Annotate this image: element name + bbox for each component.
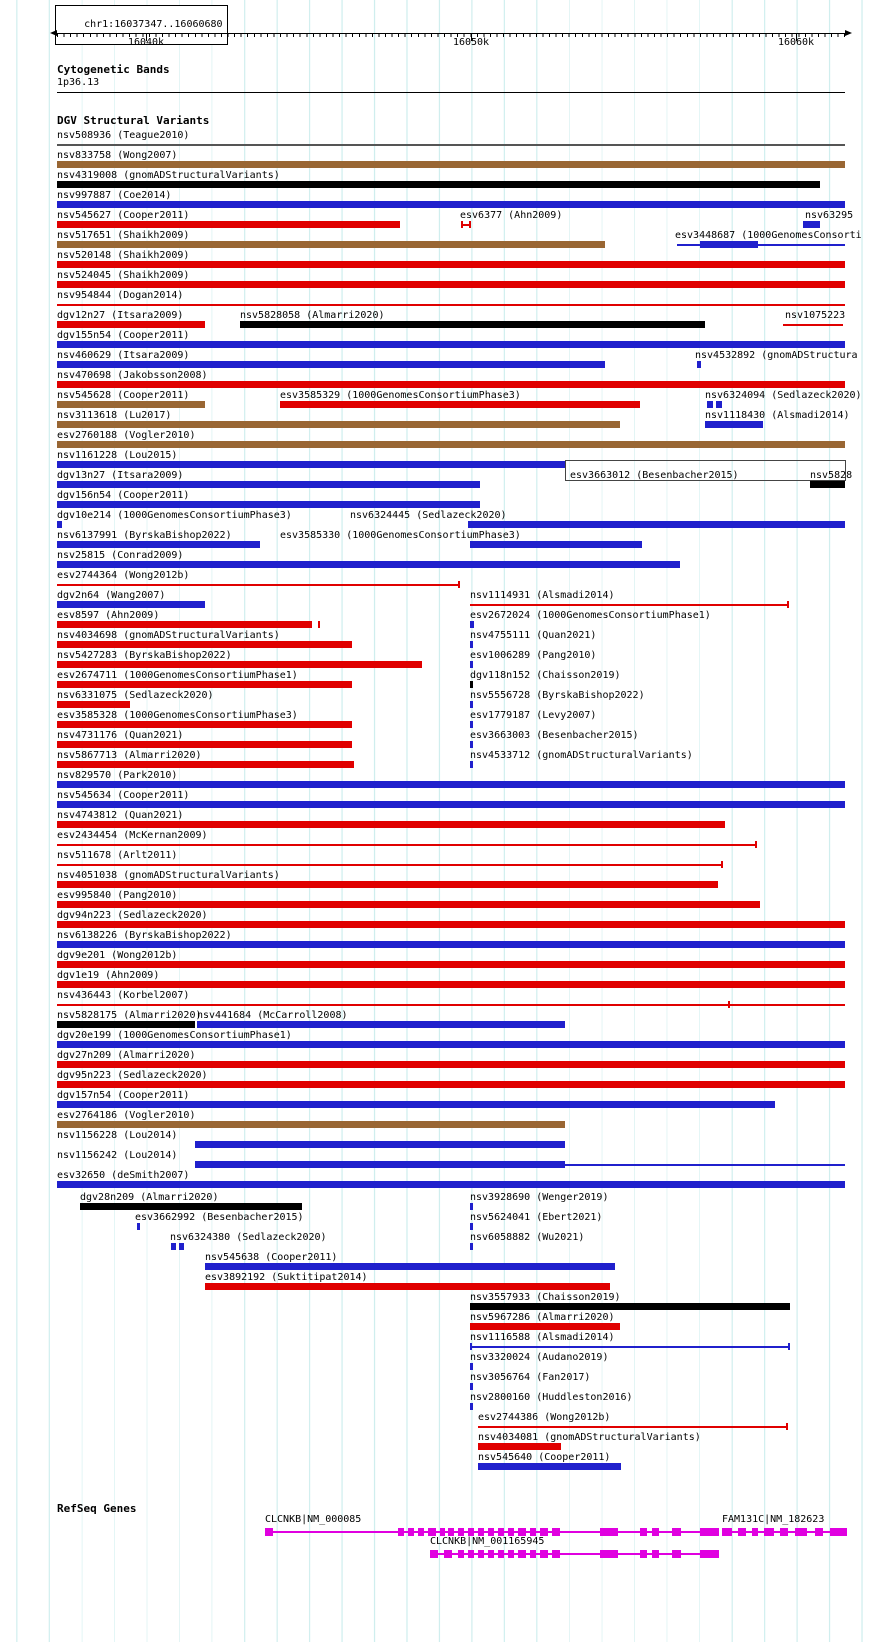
variant-label: nsv25815 (Conrad2009) xyxy=(57,550,184,561)
variant-label: nsv470698 (Jakobsson2008) xyxy=(57,370,208,381)
variant-bar[interactable] xyxy=(57,921,845,928)
variant-bar[interactable] xyxy=(470,1346,790,1348)
variant-label: esv3448687 (1000GenomesConsorti xyxy=(675,230,862,241)
variant-label: nsv1118430 (Alsmadi2014) xyxy=(705,410,850,421)
gene-exon[interactable] xyxy=(444,1550,452,1558)
variant-label: esv2672024 (1000GenomesConsortiumPhase1) xyxy=(470,610,711,621)
variant-label: nsv545640 (Cooper2011) xyxy=(478,1452,611,1463)
variant-label: esv1779187 (Levy2007) xyxy=(470,710,597,721)
variant-bar[interactable] xyxy=(179,1243,184,1250)
variant-label: esv3662992 (Besenbacher2015) xyxy=(135,1212,304,1223)
variant-bar[interactable] xyxy=(788,1343,790,1350)
variant-bar[interactable] xyxy=(57,1101,775,1108)
gene-exon[interactable] xyxy=(265,1528,273,1536)
variant-label: nsv2800160 (Huddleston2016) xyxy=(470,1392,633,1403)
variant-label: nsv63295 xyxy=(805,210,854,221)
variant-label: esv2744364 (Wong2012b) xyxy=(57,570,190,581)
variant-label: nsv545628 (Cooper2011) xyxy=(57,390,190,401)
variant-bar[interactable] xyxy=(470,604,788,606)
gene-exon[interactable] xyxy=(518,1528,526,1536)
gene-exon[interactable] xyxy=(488,1528,494,1536)
variant-bar[interactable] xyxy=(57,941,845,948)
variant-label: nsv524045 (Shaikh2009) xyxy=(57,270,190,281)
gene-exon[interactable] xyxy=(508,1528,514,1536)
variant-bar[interactable] xyxy=(57,1021,195,1028)
variant-label: nsv3320024 (Audano2019) xyxy=(470,1352,609,1363)
variant-bar[interactable] xyxy=(57,681,352,688)
variant-label: nsv3557933 (Chaisson2019) xyxy=(470,1292,621,1303)
variant-bar[interactable] xyxy=(57,781,845,788)
variant-label: nsv4731176 (Quan2021) xyxy=(57,730,184,741)
variant-label: nsv517651 (Shaikh2009) xyxy=(57,230,190,241)
variant-bar[interactable] xyxy=(57,144,845,146)
variant-label: dgv12n27 (Itsara2009) xyxy=(57,310,184,321)
variant-label: dgv2n64 (Wang2007) xyxy=(57,590,166,601)
variant-label: esv2764186 (Vogler2010) xyxy=(57,1110,196,1121)
cytoband-label: 1p36.13 xyxy=(57,77,100,88)
variant-bar[interactable] xyxy=(470,741,473,748)
variant-label: nsv1114931 (Alsmadi2014) xyxy=(470,590,615,601)
variant-label: dgv1e19 (Ahn2009) xyxy=(57,970,160,981)
variant-bar[interactable] xyxy=(57,641,352,648)
variant-label: nsv1116588 (Alsmadi2014) xyxy=(470,1332,615,1343)
variant-label: nsv5967286 (Almarri2020) xyxy=(470,1312,615,1323)
variant-label: nsv5556728 (ByrskaBishop2022) xyxy=(470,690,645,701)
variant-label: dgv156n54 (Cooper2011) xyxy=(57,490,190,501)
variant-label: dgv28n209 (Almarri2020) xyxy=(80,1192,219,1203)
gene-exon[interactable] xyxy=(815,1528,823,1536)
variant-bar[interactable] xyxy=(57,341,845,348)
gene-exon[interactable] xyxy=(600,1528,618,1536)
variant-label: nsv5867713 (Almarri2020) xyxy=(57,750,202,761)
variant-label: dgv95n223 (Sedlazeck2020) xyxy=(57,1070,208,1081)
variant-bar[interactable] xyxy=(80,1203,302,1210)
gene-exon[interactable] xyxy=(640,1528,647,1536)
gene-exon[interactable] xyxy=(552,1528,560,1536)
gene-exon[interactable] xyxy=(738,1528,746,1536)
gene-exon[interactable] xyxy=(795,1528,807,1536)
variant-label: dgv155n54 (Cooper2011) xyxy=(57,330,190,341)
variant-label: dgv118n152 (Chaisson2019) xyxy=(470,670,621,681)
variant-label: nsv833758 (Wong2007) xyxy=(57,150,178,161)
variant-label: nsv1156228 (Lou2014) xyxy=(57,1130,178,1141)
variant-bar[interactable] xyxy=(697,361,701,368)
variant-bar[interactable] xyxy=(57,1181,845,1188)
variant-bar[interactable] xyxy=(197,1021,565,1028)
variant-bar[interactable] xyxy=(57,601,205,608)
variant-label: nsv460629 (Itsara2009) xyxy=(57,350,190,361)
variant-label: nsv508936 (Teague2010) xyxy=(57,130,190,141)
gene-exon[interactable] xyxy=(418,1528,424,1536)
variant-bar[interactable] xyxy=(786,1423,788,1430)
ruler-tick-label: 16050k xyxy=(452,37,490,48)
variant-bar[interactable] xyxy=(57,621,312,628)
variant-label: esv6377 (Ahn2009) xyxy=(460,210,563,221)
variant-bar[interactable] xyxy=(468,521,845,528)
variant-label: esv2744386 (Wong2012b) xyxy=(478,1412,611,1423)
variant-bar[interactable] xyxy=(57,1121,565,1128)
variant-label: nsv5828175 (Almarri2020) xyxy=(57,1010,202,1021)
ruler-right-arrow-icon xyxy=(845,30,852,36)
variant-bar[interactable] xyxy=(195,1141,565,1148)
variant-label: nsv5624041 (Ebert2021) xyxy=(470,1212,603,1223)
gene-exon[interactable] xyxy=(398,1528,404,1536)
gene-exon[interactable] xyxy=(468,1528,474,1536)
variant-bar[interactable] xyxy=(57,441,845,448)
gene-exon[interactable] xyxy=(498,1528,504,1536)
variant-label: nsv511678 (Arlt2011) xyxy=(57,850,178,861)
variant-bar[interactable] xyxy=(700,241,758,248)
variant-bar[interactable] xyxy=(470,681,473,688)
variant-bar[interactable] xyxy=(137,1223,140,1230)
cytogenetic-bands-title: Cytogenetic Bands xyxy=(57,63,170,76)
variant-bar[interactable] xyxy=(195,1161,565,1168)
variant-label: nsv4319008 (gnomADStructuralVariants) xyxy=(57,170,280,181)
variant-label: nsv4533712 (gnomADStructuralVariants) xyxy=(470,750,693,761)
gene-exon[interactable] xyxy=(700,1528,719,1536)
ruler-tick-label: 16040k xyxy=(127,37,165,48)
gene-exon[interactable] xyxy=(448,1528,454,1536)
variant-bar[interactable] xyxy=(57,304,845,306)
variant-bar[interactable] xyxy=(470,661,473,668)
variant-label: nsv4034698 (gnomADStructuralVariants) xyxy=(57,630,280,641)
variant-bar[interactable] xyxy=(470,541,642,548)
variant-bar[interactable] xyxy=(318,621,320,628)
variant-bar[interactable] xyxy=(57,721,352,728)
variant-bar[interactable] xyxy=(205,1263,615,1270)
variant-bar[interactable] xyxy=(787,601,789,608)
variant-label: esv3585329 (1000GenomesConsortiumPhase3) xyxy=(280,390,521,401)
variant-label: esv3892192 (Suktitipat2014) xyxy=(205,1272,368,1283)
gene-exon[interactable] xyxy=(478,1550,484,1558)
variant-label: esv2674711 (1000GenomesConsortiumPhase1) xyxy=(57,670,298,681)
gene-exon[interactable] xyxy=(700,1550,719,1558)
gene-exon[interactable] xyxy=(830,1528,847,1536)
variant-label: dgv13n27 (Itsara2009) xyxy=(57,470,184,481)
variant-label: dgv20e199 (1000GenomesConsortiumPhase1) xyxy=(57,1030,292,1041)
variant-bar[interactable] xyxy=(57,801,845,808)
gene-exon[interactable] xyxy=(498,1550,504,1558)
variant-bar[interactable] xyxy=(57,661,422,668)
variant-bar[interactable] xyxy=(57,181,820,188)
variant-label: dgv10e214 (1000GenomesConsortiumPhase3) xyxy=(57,510,292,521)
variant-bar[interactable] xyxy=(57,864,723,866)
gene-exon[interactable] xyxy=(540,1550,548,1558)
variant-bar[interactable] xyxy=(57,821,725,828)
variant-bar[interactable] xyxy=(57,1004,845,1006)
variant-label: esv3663012 (Besenbacher2015) xyxy=(570,470,739,481)
variant-label: nsv954844 (Dogan2014) xyxy=(57,290,184,301)
variant-label: nsv1156242 (Lou2014) xyxy=(57,1150,178,1161)
variant-bar[interactable] xyxy=(728,1001,730,1008)
variant-bar[interactable] xyxy=(57,1061,845,1068)
variant-label: nsv5427283 (ByrskaBishop2022) xyxy=(57,650,232,661)
variant-bar[interactable] xyxy=(721,861,723,868)
gene-exon[interactable] xyxy=(508,1550,514,1558)
gene-exon[interactable] xyxy=(478,1528,484,1536)
gene-exon[interactable] xyxy=(468,1550,474,1558)
gene-exon[interactable] xyxy=(600,1550,618,1558)
variant-bar[interactable] xyxy=(478,1426,788,1428)
variant-label: nsv6137991 (ByrskaBishop2022) xyxy=(57,530,232,541)
variant-bar[interactable] xyxy=(469,221,471,228)
variant-bar[interactable] xyxy=(57,481,480,488)
ruler-tick-label: 16060k xyxy=(777,37,815,48)
variant-label: nsv441684 (McCarroll2008) xyxy=(197,1010,348,1021)
gene-label: FAM131C|NM_182623 xyxy=(722,1514,825,1525)
variant-bar[interactable] xyxy=(470,761,473,768)
gene-exon[interactable] xyxy=(458,1550,464,1558)
gene-exon[interactable] xyxy=(488,1550,494,1558)
gene-exon[interactable] xyxy=(722,1528,732,1536)
variant-bar[interactable] xyxy=(716,401,722,408)
gene-exon[interactable] xyxy=(764,1528,774,1536)
variant-bar[interactable] xyxy=(458,581,460,588)
gene-exon[interactable] xyxy=(458,1528,464,1536)
variant-bar[interactable] xyxy=(783,324,843,326)
variant-bar[interactable] xyxy=(57,381,845,388)
variant-bar[interactable] xyxy=(57,401,205,408)
variant-label: esv3585328 (1000GenomesConsortiumPhase3) xyxy=(57,710,298,721)
variant-bar[interactable] xyxy=(57,901,760,908)
variant-label: nsv3113618 (Lu2017) xyxy=(57,410,172,421)
variant-label: nsv6138226 (ByrskaBishop2022) xyxy=(57,930,232,941)
variant-bar[interactable] xyxy=(470,1343,472,1350)
gene-exon[interactable] xyxy=(440,1528,445,1536)
gene-exon[interactable] xyxy=(518,1550,526,1558)
variant-label: nsv5828058 (Almarri2020) xyxy=(240,310,385,321)
gene-exon[interactable] xyxy=(540,1528,548,1536)
variant-label: nsv6324094 (Sedlazeck2020) xyxy=(705,390,862,401)
dgv-structural-variants-title: DGV Structural Variants xyxy=(57,114,210,127)
variant-label: nsv4034081 (gnomADStructuralVariants) xyxy=(478,1432,701,1443)
variant-label: esv2434454 (McKernan2009) xyxy=(57,830,208,841)
variant-label: nsv1075223 xyxy=(785,310,846,321)
variant-bar[interactable] xyxy=(240,321,705,328)
variant-label: nsv4051038 (gnomADStructuralVariants) xyxy=(57,870,280,881)
variant-label: nsv829570 (Park2010) xyxy=(57,770,178,781)
gene-exon[interactable] xyxy=(552,1550,560,1558)
variant-bar[interactable] xyxy=(57,1041,845,1048)
variant-bar[interactable] xyxy=(470,1363,473,1370)
variant-bar[interactable] xyxy=(57,161,845,168)
variant-bar[interactable] xyxy=(57,521,62,528)
variant-bar[interactable] xyxy=(803,221,820,228)
refseq-genes-title: RefSeq Genes xyxy=(57,1502,137,1515)
variant-label: nsv6058882 (Wu2021) xyxy=(470,1232,585,1243)
variant-label: esv3663003 (Besenbacher2015) xyxy=(470,730,639,741)
variant-bar[interactable] xyxy=(57,501,480,508)
gene-exon[interactable] xyxy=(408,1528,414,1536)
variant-bar[interactable] xyxy=(205,1283,610,1290)
position-text: chr1:16037347..16060680 xyxy=(84,19,223,30)
variant-bar[interactable] xyxy=(57,701,130,708)
variant-bar[interactable] xyxy=(470,1203,473,1210)
variant-label: nsv545634 (Cooper2011) xyxy=(57,790,190,801)
variant-label: dgv94n223 (Sedlazeck2020) xyxy=(57,910,208,921)
variant-bar[interactable] xyxy=(470,1223,473,1230)
variant-bar[interactable] xyxy=(470,1303,790,1310)
variant-bar[interactable] xyxy=(57,201,845,208)
variant-bar[interactable] xyxy=(707,401,713,408)
variant-label: nsv5828 xyxy=(810,470,853,481)
variant-label: esv2760188 (Vogler2010) xyxy=(57,430,196,441)
variant-bar[interactable] xyxy=(280,401,640,408)
variant-bar[interactable] xyxy=(57,844,757,846)
variant-label: nsv520148 (Shaikh2009) xyxy=(57,250,190,261)
variant-bar[interactable] xyxy=(470,1403,473,1410)
variant-bar[interactable] xyxy=(705,421,763,428)
variant-label: nsv1161228 (Lou2015) xyxy=(57,450,178,461)
gene-exon[interactable] xyxy=(530,1550,536,1558)
variant-label: nsv4532892 (gnomADStructura xyxy=(695,350,858,361)
variant-label: dgv157n54 (Cooper2011) xyxy=(57,1090,190,1101)
variant-bar[interactable] xyxy=(57,241,605,248)
gene-label: CLCNKB|NM_001165945 xyxy=(430,1536,545,1547)
variant-label: nsv4755111 (Quan2021) xyxy=(470,630,597,641)
gene-exon[interactable] xyxy=(780,1528,788,1536)
variant-bar[interactable] xyxy=(478,1463,621,1470)
variant-bar[interactable] xyxy=(470,1243,473,1250)
variant-label: nsv997887 (Coe2014) xyxy=(57,190,172,201)
variant-bar[interactable] xyxy=(470,1323,620,1330)
gene-exon[interactable] xyxy=(752,1528,758,1536)
gene-exon[interactable] xyxy=(652,1550,659,1558)
gene-exon[interactable] xyxy=(430,1550,438,1558)
variant-bar[interactable] xyxy=(470,721,473,728)
variant-bar[interactable] xyxy=(470,1383,473,1390)
variant-bar[interactable] xyxy=(57,461,565,468)
variant-label: esv1006289 (Pang2010) xyxy=(470,650,597,661)
variant-bar[interactable] xyxy=(470,641,473,648)
variant-label: nsv6324445 (Sedlazeck2020) xyxy=(350,510,507,521)
variant-bar[interactable] xyxy=(470,701,473,708)
variant-label: dgv9e201 (Wong2012b) xyxy=(57,950,178,961)
gene-exon[interactable] xyxy=(672,1528,681,1536)
gene-exon[interactable] xyxy=(640,1550,647,1558)
variant-bar[interactable] xyxy=(57,961,845,968)
variant-label: nsv3056764 (Fan2017) xyxy=(470,1372,591,1383)
variant-bar[interactable] xyxy=(57,981,845,988)
variant-bar[interactable] xyxy=(57,584,459,586)
variant-bar[interactable] xyxy=(478,1443,561,1450)
variant-bar[interactable] xyxy=(57,541,260,548)
variant-bar[interactable] xyxy=(57,261,845,268)
variant-label: dgv27n209 (Almarri2020) xyxy=(57,1050,196,1061)
variant-bar[interactable] xyxy=(810,481,845,488)
gene-exon[interactable] xyxy=(530,1528,536,1536)
variant-bar[interactable] xyxy=(57,421,620,428)
variant-label: nsv4743812 (Quan2021) xyxy=(57,810,184,821)
variant-bar[interactable] xyxy=(57,221,400,228)
variant-bar[interactable] xyxy=(57,561,680,568)
variant-label: nsv3928690 (Wenger2019) xyxy=(470,1192,609,1203)
variant-label: esv32650 (deSmith2007) xyxy=(57,1170,190,1181)
ruler-left-arrow-icon xyxy=(50,30,57,36)
variant-bar[interactable] xyxy=(57,881,718,888)
variant-bar[interactable] xyxy=(57,741,352,748)
variant-bar[interactable] xyxy=(171,1243,176,1250)
variant-bar[interactable] xyxy=(57,321,205,328)
variant-label: esv995840 (Pang2010) xyxy=(57,890,178,901)
variant-label: nsv6324380 (Sedlazeck2020) xyxy=(170,1232,327,1243)
variant-bar[interactable] xyxy=(470,621,474,628)
variant-label: esv3585330 (1000GenomesConsortiumPhase3) xyxy=(280,530,521,541)
variant-label: esv8597 (Ahn2009) xyxy=(57,610,160,621)
gene-exon[interactable] xyxy=(652,1528,659,1536)
gene-exon[interactable] xyxy=(672,1550,681,1558)
variant-bar[interactable] xyxy=(57,361,605,368)
variant-label: nsv6331075 (Sedlazeck2020) xyxy=(57,690,214,701)
variant-bar[interactable] xyxy=(57,761,354,768)
variant-bar[interactable] xyxy=(57,281,845,288)
cytoband-glyph[interactable] xyxy=(57,92,845,93)
variant-label: nsv545638 (Cooper2011) xyxy=(205,1252,338,1263)
variant-label: nsv436443 (Korbel2007) xyxy=(57,990,190,1001)
variant-label: nsv545627 (Cooper2011) xyxy=(57,210,190,221)
gene-exon[interactable] xyxy=(428,1528,436,1536)
variant-bar[interactable] xyxy=(755,841,757,848)
variant-bar[interactable] xyxy=(57,1081,845,1088)
gene-label: CLCNKB|NM_000085 xyxy=(265,1514,362,1525)
